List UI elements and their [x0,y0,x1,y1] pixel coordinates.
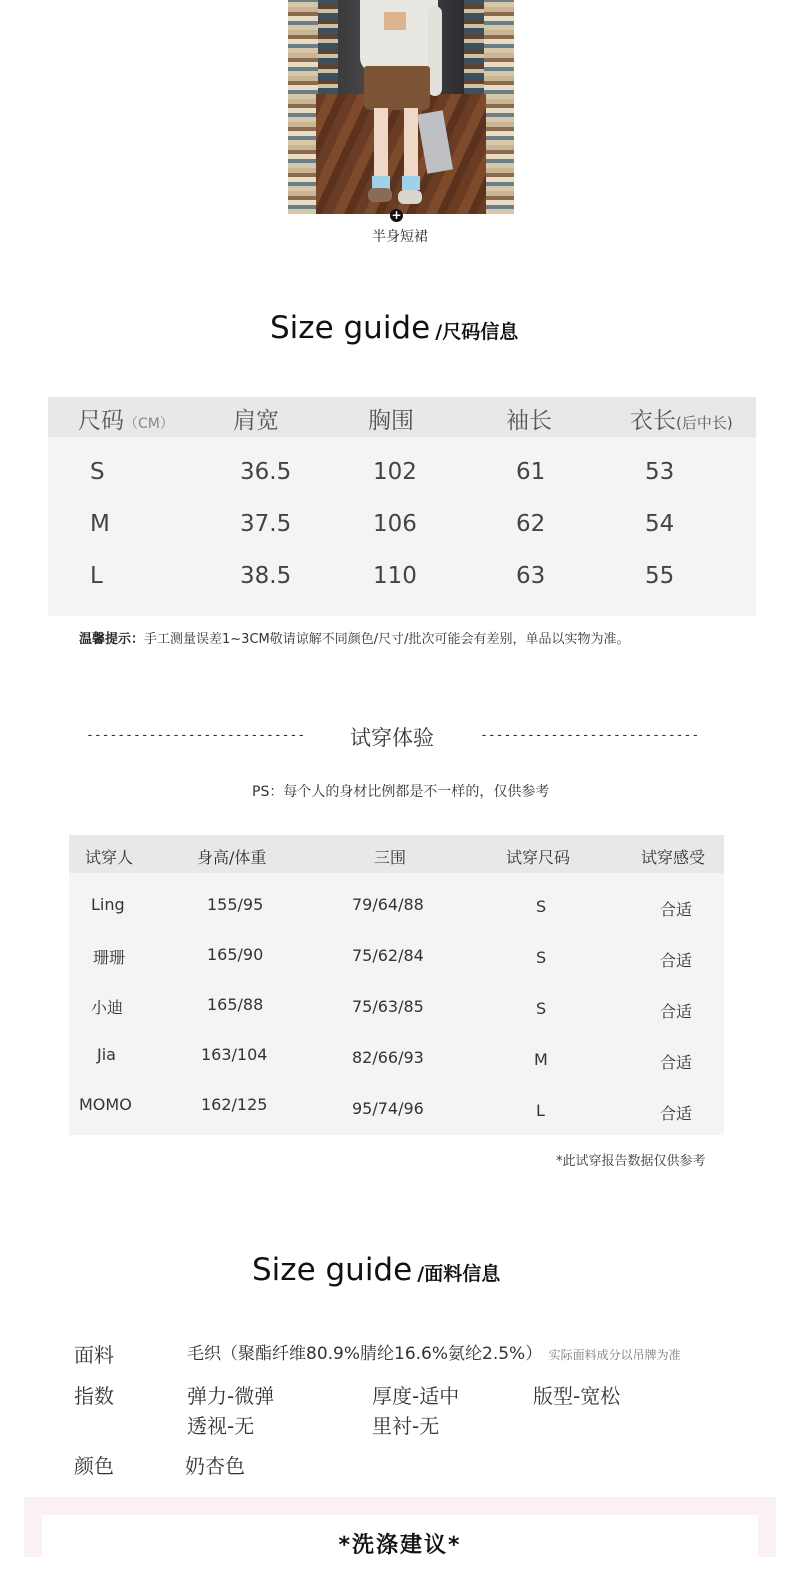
header-measurements: 三围 [374,848,407,867]
feeling-cell: 合适 [660,951,693,970]
shoulder-cell: 36.5 [240,459,292,485]
length-cell: 53 [645,459,675,485]
tip-text: 手工测量误差1~3CM敬请谅解不同颜色/尺寸/批次可能会有差别，单品以实物为准。 [144,632,630,647]
plus-circle-icon[interactable]: + [391,208,402,222]
person-cell: 小迪 [91,998,124,1017]
material-note: 实际面料成分以吊牌为准 [548,1348,681,1362]
person-cell: 珊珊 [93,948,126,967]
try-on-ps: PS：每个人的身材比例都是不一样的，仅供参考 [252,784,550,800]
person-cell: Jia [97,1045,116,1064]
try-size-cell: M [534,1050,548,1069]
measurement-tip [79,628,630,647]
measurements-cell: 75/63/85 [352,997,424,1016]
color-value: 奶杏色 [185,1454,245,1478]
height-weight-cell: 165/90 [207,945,264,964]
size-guide-title-zh: /尺码信息 [435,321,519,343]
length-cell: 54 [645,511,675,537]
chest-cell: 102 [373,459,417,485]
try-size-cell: L [536,1101,545,1120]
measurements-cell: 75/62/84 [352,946,424,965]
header-try-size: 试穿尺码 [506,848,571,867]
header-length: 衣长(后中长) [630,408,733,434]
size-cell: M [90,511,110,537]
measurements-cell: 79/64/88 [352,895,424,914]
try-size-cell: S [536,897,547,916]
index-label: 指数 [74,1384,114,1408]
feeling-cell: 合适 [660,1053,693,1072]
color-label: 颜色 [74,1454,114,1478]
fabric-title-en: Size guide [252,1252,413,1288]
feeling-cell: 合适 [660,1002,693,1021]
size-cell: S [90,459,105,485]
header-shoulder: 肩宽 [233,408,279,434]
feeling-cell: 合适 [660,1104,693,1123]
material-label: 面料 [74,1343,114,1367]
fit: 版型-宽松 [533,1384,621,1408]
material-value: 毛织（聚酯纤维80.9%腈纶16.6%氨纶2.5%） 实际面料成分以吊牌为准 [187,1344,681,1364]
header-person: 试穿人 [85,848,134,867]
height-weight-cell: 162/125 [201,1095,268,1114]
care-title: *洗涤建议* [338,1533,462,1558]
tip-label: 温馨提示： [79,632,145,647]
length-cell: 55 [645,563,675,589]
size-guide-title-en: Size guide [270,310,431,346]
header-feeling: 试穿感受 [641,848,706,867]
height-weight-cell: 163/104 [201,1045,268,1064]
size-table [48,397,756,616]
fabric-heading [252,1252,500,1288]
shoulder-cell: 38.5 [240,563,292,589]
header-chest: 胸围 [368,408,414,434]
product-caption: 半身短裙 [372,229,428,245]
try-size-cell: S [536,948,547,967]
measurements-cell: 95/74/96 [352,1099,424,1118]
size-cell: L [90,563,103,589]
shoulder-cell: 37.5 [240,511,292,537]
try-on-title: 试穿体验 [350,726,434,750]
divider-left: ---------------------------- [86,728,306,743]
lining: 里衬-无 [372,1414,440,1438]
header-height-weight: 身高/体重 [197,848,267,867]
elasticity: 弹力-微弹 [187,1384,275,1408]
try-on-note: *此试穿报告数据仅供参考 [556,1154,706,1169]
measurements-cell: 82/66/93 [352,1048,424,1067]
product-photo [288,0,514,214]
sleeve-cell: 61 [516,459,546,485]
transparency: 透视-无 [187,1414,255,1438]
sleeve-cell: 62 [516,511,546,537]
chest-cell: 106 [373,511,417,537]
header-size: 尺码（CM） [78,408,174,434]
height-weight-cell: 155/95 [207,895,264,914]
divider-right: ---------------------------- [480,728,700,743]
try-on-table [69,835,724,1135]
chest-cell: 110 [373,563,417,589]
header-sleeve: 袖长 [506,408,552,434]
feeling-cell: 合适 [660,900,693,919]
person-cell: MOMO [79,1095,132,1114]
height-weight-cell: 165/88 [207,995,264,1014]
thickness: 厚度-适中 [372,1384,460,1408]
sleeve-cell: 63 [516,563,546,589]
person-cell: Ling [91,895,125,914]
size-guide-heading [270,310,518,346]
fabric-title-zh: /面料信息 [417,1263,501,1285]
try-size-cell: S [536,999,547,1018]
